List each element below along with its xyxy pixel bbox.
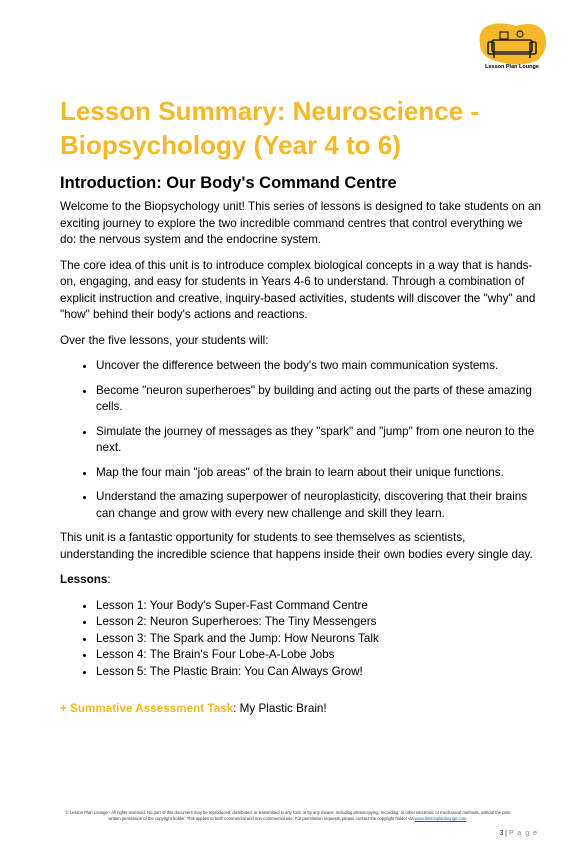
page-title: Lesson Summary: Neuroscience - Biopsychology (Year 4 to 6)	[60, 96, 480, 160]
paragraph-welcome: Welcome to the Biopsychology unit! This series of lessons is designed to take students on an exciting journey to explore the two incredible command centres that control everything we do: the nervous system and the endocrine system.	[60, 200, 541, 246]
lessons-heading-text: Lessons	[60, 573, 108, 586]
page-number-value: 3	[499, 830, 504, 837]
paragraph-over-five-lessons: Over the five lessons, your students will:	[60, 333, 269, 347]
list-item: • Simulate the journey of messages as they "spark" and "jump" from one neuron to the next.	[96, 424, 542, 457]
lessons-list	[60, 598, 542, 681]
section-heading: Introduction: Our Body's Command Centre	[60, 174, 397, 192]
page-number-separator: |	[503, 830, 509, 837]
assessment-separator: :	[233, 702, 240, 715]
assessment-line	[60, 702, 327, 715]
lessons-heading-colon: :	[107, 573, 111, 586]
list-item: • Map the four main "job areas" of the brain to learn about their unique functions.	[96, 465, 542, 482]
lesson-plan-lounge-logo-couch-icon	[476, 22, 548, 66]
document-body	[60, 199, 542, 680]
assessment-label: + Summative Assessment Task	[60, 702, 234, 715]
list-item: • Lesson 4: The Brain's Four Lobe-A-Lobe Jobs	[96, 647, 542, 664]
outcomes-list	[60, 358, 542, 522]
list-item: • Understand the amazing superpower of neuroplasticity, discovering that their brains can change and grow with every new challenge and skill they learn.	[96, 489, 542, 522]
logo-text: Lesson Plan Lounge	[485, 64, 539, 70]
footer-link-end: .	[466, 815, 468, 821]
lessons-heading	[60, 572, 542, 589]
paragraph-core-idea: The core idea of this unit is to introduce complex biological concepts in a way that is hands-on, engaging, and easy for students in Years 4-6 to understand. Through a combination of explicit instruction and creative, inquiry-based activities, students will discover the "why" and "how" behind their body's actions and reactions.	[60, 258, 536, 321]
list-item: • Lesson 2: Neuron Superheroes: The Tiny Messengers	[96, 614, 542, 631]
page-label: P a g e	[508, 830, 538, 837]
page-number	[499, 830, 538, 837]
list-item: • Uncover the difference between the body's two main communication systems.	[96, 358, 542, 375]
list-item: • Lesson 1: Your Body's Super-Fast Command Centre	[96, 598, 542, 615]
paragraph-closing: This unit is a fantastic opportunity for students to see themselves as scientists, understanding the incredible science that happens inside their own bodies every single day.	[60, 531, 533, 561]
copyright-footer	[60, 810, 516, 821]
list-item: • Become "neuron superheroes" by building and acting out the parts of these amazing cells.	[96, 383, 542, 416]
footer-website-link[interactable]: www.lessonplanlounge.com	[414, 815, 467, 821]
list-item: • Lesson 3: The Spark and the Jump: How Neurons Talk	[96, 631, 542, 648]
footer-text: © Lesson Plan Lounge - All rights reserved. No part of this document may be reproduced, distributed, or transmitted in any form or by any means, including photocopying, recording, or other electronic or mechanical methods, without the prior written permission of the copyright holder. This applies to both commercial and non-commercial use. For permission requests, please contact the copyright holder via	[65, 810, 511, 821]
assessment-value: My Plastic Brain!	[239, 702, 327, 715]
list-item: • Lesson 5: The Plastic Brain: You Can Always Grow!	[96, 664, 542, 681]
